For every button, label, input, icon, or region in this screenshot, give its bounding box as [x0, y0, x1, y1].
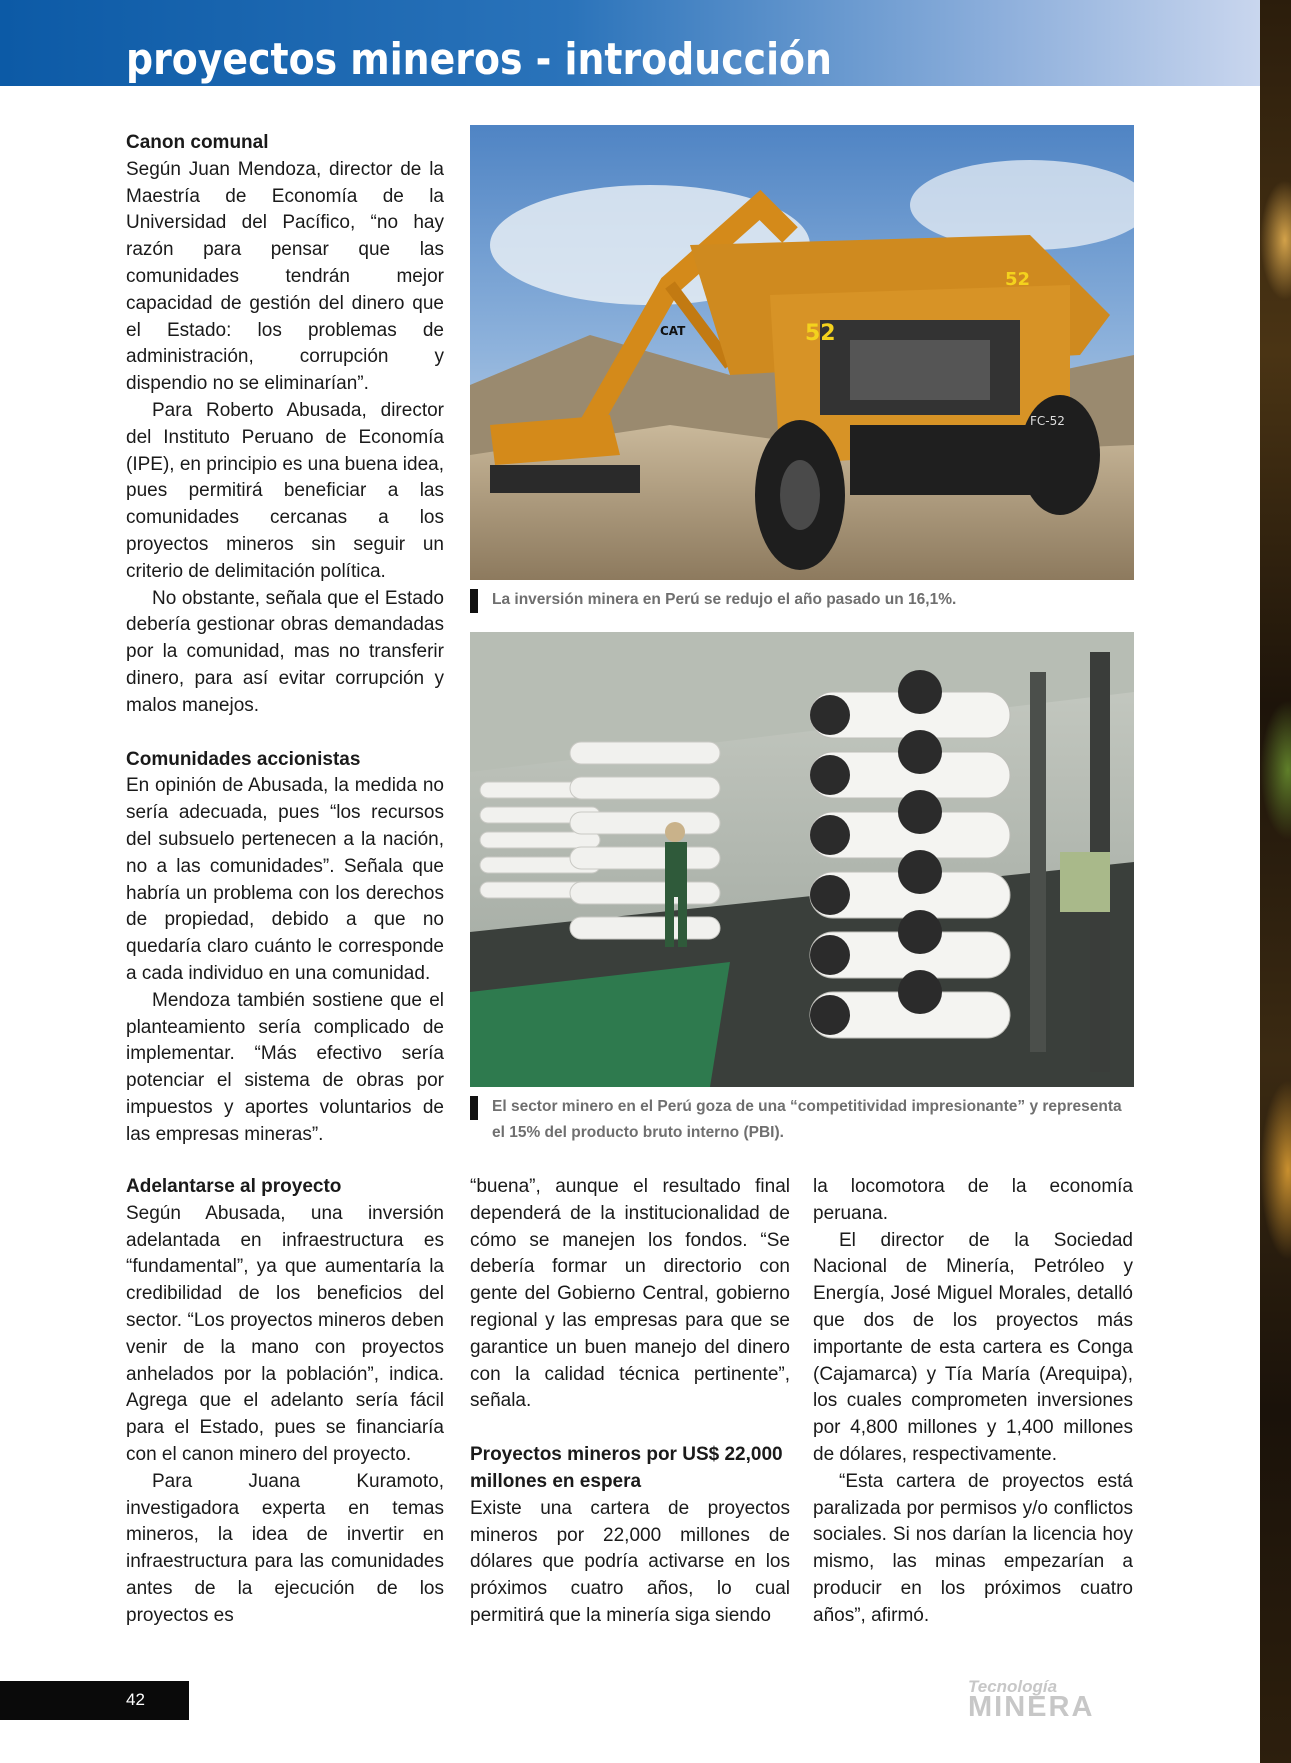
photo-filtration-plant	[470, 632, 1134, 1087]
paragraph: “Esta cartera de proyectos está paralizada por permisos y/o conflictos sociales. Si nos darían la licencia hoy mismo, las minas empezarían a producir en los próximos cuatro años”, afirmó.	[813, 1470, 1133, 1626]
logo-line-1: Tecnología	[968, 1677, 1058, 1696]
edge-strip-image	[1260, 0, 1291, 1763]
header-band	[0, 0, 1260, 86]
paragraph: Existe una cartera de proyectos mineros por 22,000 millones de dólares que podría activarse en los próximos cuatro años, lo cual permitirá que la minería siga siendo	[470, 1497, 790, 1626]
subheading-canon-comunal: Canon comunal	[126, 132, 269, 153]
left-column-bottom	[126, 1174, 444, 1630]
paragraph: No obstante, señala que el Estado debería gestionar obras demandadas por la comunidad, mas no transferir dinero, para así evitar corrupción y malos manejos.	[126, 587, 444, 716]
subheading-adelantarse-al-proyecto: Adelantarse al proyecto	[126, 1176, 342, 1197]
photo-mining-truck	[470, 125, 1134, 580]
truck-number-front: 52	[805, 321, 836, 346]
page-number: 42	[126, 1690, 145, 1709]
right-column-bottom	[813, 1174, 1133, 1630]
photo2-caption: El sector minero en el Perú goza de una “competitividad impresionante” y representa el 15% del producto bruto interno (PBI).	[470, 1094, 1134, 1150]
page-number-box	[0, 1681, 189, 1720]
cat-logo: CAT	[660, 324, 686, 338]
section-title: proyectos mineros - introducción	[126, 34, 832, 85]
paragraph: la locomotora de la economía peruana.	[813, 1176, 1133, 1224]
subheading-proyectos-mineros: Proyectos mineros por US$ 22,000 millones en espera	[470, 1444, 783, 1492]
paragraph: El director de la Sociedad Nacional de Minería, Petróleo y Energía, José Miguel Morales, detalló que dos de los proyectos más importante de esta cartera es Conga (Cajamarca) y Tía María (Arequipa), los cuales comprometen inversiones por 4,800 millones y 1,400 millones de dólares, respectivamente.	[813, 1229, 1133, 1465]
paragraph: Para Juana Kuramoto, investigadora experta en temas mineros, la idea de invertir en infraestructura para las comunidades antes de la ejecución de los proyectos es	[126, 1470, 444, 1626]
photo1-caption: La inversión minera en Perú se redujo el año pasado un 16,1%.	[470, 587, 1134, 617]
magazine-logo	[968, 1678, 1138, 1722]
paragraph: En opinión de Abusada, la medida no sería adecuada, pues “los recursos del subsuelo pertenecen a la nación, no a las comunidades”. Señala que habría un problema con los derechos de propiedad, debido a que no quedaría claro cuánto le corresponde a cada individuo en una comunidad.	[126, 775, 444, 984]
truck-number: 52	[1005, 269, 1031, 290]
middle-column-bottom	[470, 1174, 790, 1630]
truck-plate: FC-52	[1030, 414, 1065, 428]
paragraph: Mendoza también sostiene que el planteamiento sería complicado de implementar. “Más efectivo sería potenciar el sistema de obras por impuestos y aportes voluntarios de las empresas mineras”.	[126, 989, 444, 1145]
paragraph: Según Abusada, una inversión adelantada en infraestructura es “fundamental”, ya que aumentaría la credibilidad de los beneficios del sector. “Los proyectos mineros deben venir de la mano con proyectos anhelados por la población”, indica. Agrega que el adelanto sería fácil para el Estado, pues se financiaría con el canon minero del proyecto.	[126, 1202, 444, 1465]
paragraph: Según Juan Mendoza, director de la Maestría de Economía de la Universidad del Pacífico, “no hay razón para pensar que las comunidades tendrán mejor capacidad de gestión del dinero que el Estado: los problemas de administración, corrupción y dispendio no se eliminarían”.	[126, 158, 444, 395]
paragraph: Para Roberto Abusada, director del Instituto Peruano de Economía (IPE), en principio es una buena idea, pues permitirá beneficiar a las comunidades cercanas a los proyectos mineros sin seguir un criterio de delimitación política.	[126, 399, 444, 582]
subheading-comunidades-accionistas: Comunidades accionistas	[126, 748, 361, 770]
logo-line-2: MINERA	[968, 1691, 1095, 1723]
left-column-top	[126, 130, 444, 1148]
paragraph: “buena”, aunque el resultado final dependerá de la institucionalidad de cómo se manejen los fondos. “Se debería formar un directorio con gente del Gobierno Central, gobierno regional y las empresas para que se garantice un buen manejo del dinero con la calidad técnica pertinente”, señala.	[470, 1176, 790, 1412]
